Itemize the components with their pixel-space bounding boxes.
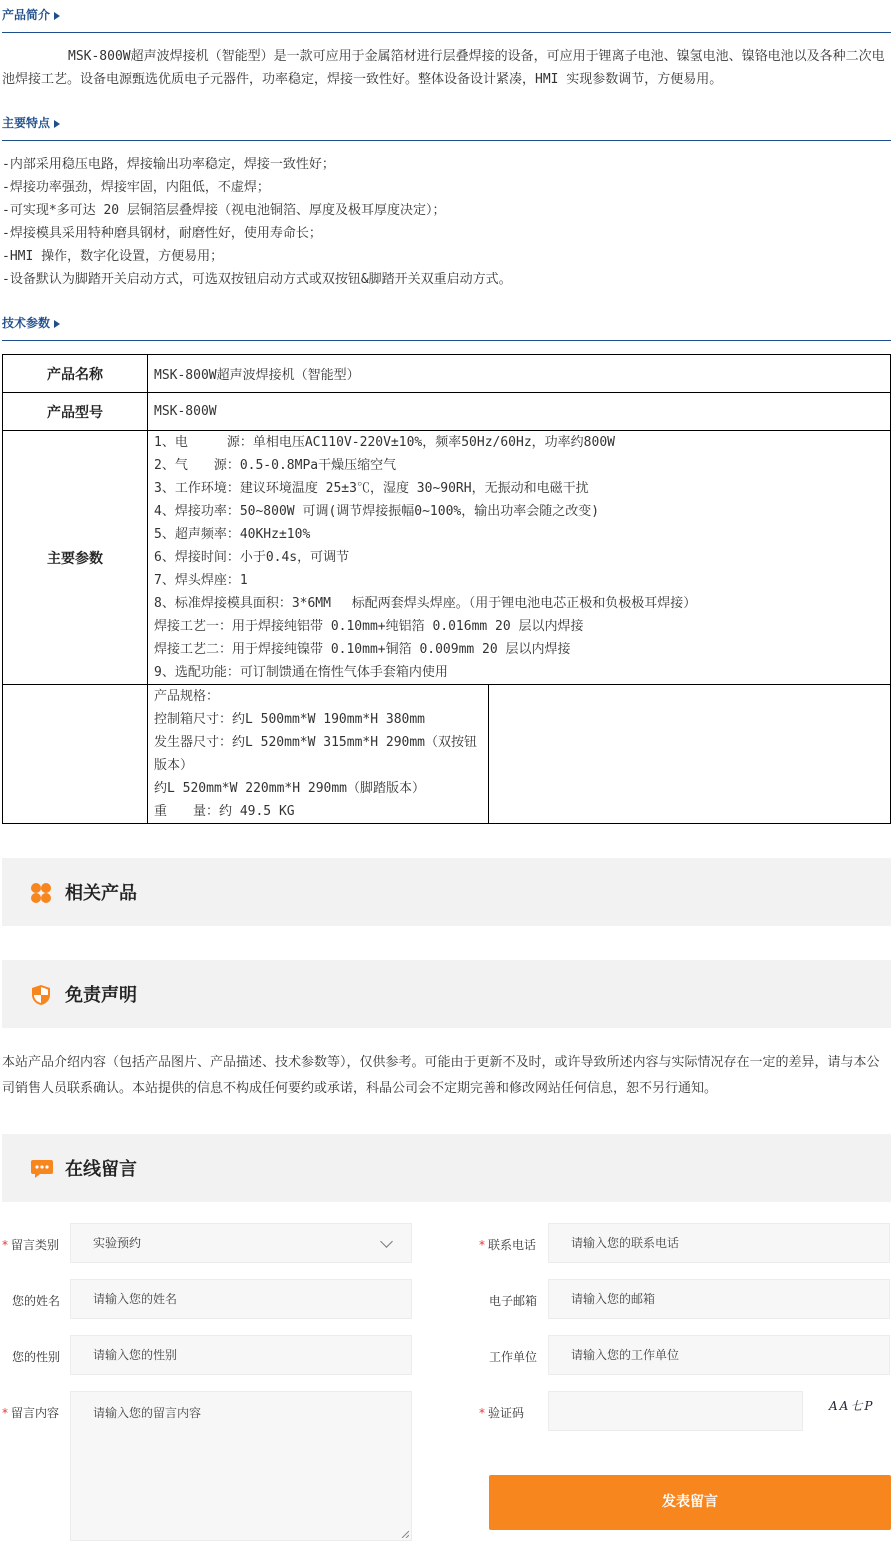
shield-icon	[30, 984, 52, 1006]
dimension-line: 约L 520mm*W 220mm*H 290mm（脚踏版本）	[154, 781, 426, 796]
required-mark: *	[2, 1238, 8, 1252]
company-label: 工作单位	[489, 1350, 538, 1364]
feature-list	[2, 153, 891, 291]
message-bar	[2, 1134, 891, 1202]
captcha-input[interactable]	[548, 1391, 803, 1431]
disclaimer-bar	[2, 960, 891, 1028]
chat-icon	[30, 1158, 54, 1180]
spec-value-name: MSK-800W超声波焊接机（智能型）	[148, 355, 891, 393]
spec-value-params	[148, 431, 891, 685]
param-line: 7、焊头焊座：1	[154, 573, 248, 588]
name-label: 您的姓名	[12, 1294, 61, 1308]
spec-table	[2, 354, 891, 824]
message-title: 在线留言	[65, 1159, 137, 1180]
param-line: 2、气 源：0.5-0.8MPa干燥压缩空气	[154, 458, 397, 473]
param-line: 9、选配功能：可订制馈通在惰性气体手套箱内使用	[154, 665, 448, 680]
gender-label: 您的性别	[12, 1350, 61, 1364]
feature-item: -可实现*多可达 20 层铜箔层叠焊接（视电池铜箔、厚度及极耳厚度决定）；	[2, 203, 446, 218]
phone-label: * 联系电话	[479, 1238, 537, 1252]
param-line: 4、焊接功率：50~800W 可调(调节焊接振幅0~100%，输出功率会随之改变)	[154, 504, 600, 519]
spec-key-params: 主要参数	[3, 431, 148, 685]
submit-button[interactable]: 发表留言	[489, 1475, 891, 1530]
related-products-bar	[2, 858, 891, 926]
disclaimer-text: 本站产品介绍内容（包括产品图片、产品描述、技术参数等），仅供参考。可能由于更新不及时，或许导致所述内容与实际情况存在一定的差异，请与本公司销售人员联系确认。本站提供的信息不构成任何要约或承诺，科晶公司会不定期完善和修改网站任何信息，恕不另行通知。	[2, 1055, 880, 1096]
flower-icon	[30, 882, 52, 904]
dimension-line: 发生器尺寸：约L 520mm*W 315mm*H 290mm（双按钮	[154, 735, 478, 750]
spec-value-model: MSK-800W	[148, 393, 891, 431]
email-input[interactable]: 请输入您的邮箱	[548, 1279, 890, 1319]
captcha-image[interactable]: AA七P	[829, 1399, 875, 1413]
table-row	[3, 685, 891, 824]
dimension-line: 版本）	[154, 758, 194, 773]
table-row	[3, 431, 891, 685]
triangle-right-icon	[54, 120, 60, 128]
section-header-features	[2, 110, 891, 141]
intro-text: MSK-800W超声波焊接机（智能型）是一款可应用于金属箔材进行层叠焊接的设备，可应用于锂离子电池、镍氢电池、镍铬电池以及各种二次电池焊接工艺。设备电源甄选优质电子元器件，功率稳定，焊接一致性好。整体设备设计紧凑，HMI 实现参数调节，方便易用。	[2, 49, 885, 87]
table-row	[3, 355, 891, 393]
dimension-line: 产品规格：	[154, 689, 220, 704]
related-products-title: 相关产品	[65, 883, 137, 904]
param-line: 6、焊接时间：小于0.4s，可调节	[154, 550, 350, 565]
resize-handle-icon[interactable]	[401, 1530, 409, 1538]
spec-empty-cell	[489, 685, 891, 824]
content-label: * 留言内容	[2, 1406, 60, 1420]
feature-item: -焊接功率强劲，焊接牢固，内阻低，不虚焊；	[2, 180, 270, 195]
section-title-intro: 产品简介	[2, 6, 60, 23]
feature-item: -焊接模具采用特种磨具钢材，耐磨性好，使用寿命长；	[2, 226, 322, 241]
param-line: 1、电 源：单相电压AC110V-220V±10%，频率50Hz/60Hz，功率约800W	[154, 435, 615, 450]
category-value: 实验预约	[93, 1236, 142, 1250]
category-select[interactable]	[70, 1223, 412, 1263]
param-line: 焊接工艺一：用于焊接纯铝带 0.10mm+纯铝箔 0.016mm 20 层以内焊接	[154, 619, 584, 634]
section-header-intro	[2, 2, 891, 33]
feature-item: -HMI 操作，数字化设置，方便易用；	[2, 249, 224, 264]
spec-key-empty	[3, 685, 148, 824]
param-line: 3、工作环境：建议环境温度 25±3℃，湿度 30~90RH，无振动和电磁干扰	[154, 481, 589, 496]
spec-key-name: 产品名称	[3, 355, 148, 393]
required-mark: *	[479, 1406, 485, 1420]
disclaimer-title: 免责声明	[65, 985, 137, 1006]
gender-input[interactable]: 请输入您的性别	[70, 1335, 412, 1375]
category-label: * 留言类别	[2, 1238, 60, 1252]
param-line: 8、标准焊接模具面积：3*6MM 标配两套焊头焊座。（用于锂电池电芯正极和负极极耳焊接）	[154, 596, 697, 611]
captcha-label: * 验证码	[479, 1406, 525, 1420]
phone-input[interactable]: 请输入您的联系电话	[548, 1223, 890, 1263]
section-title-specs: 技术参数	[2, 314, 60, 331]
dimension-line: 控制箱尺寸：约L 500mm*W 190mm*H 380mm	[154, 712, 426, 727]
dimension-line: 重 量：约 49.5 KG	[154, 804, 295, 819]
content-textarea[interactable]: 请输入您的留言内容	[70, 1391, 412, 1541]
chevron-down-icon	[380, 1235, 393, 1248]
section-title-features: 主要特点	[2, 114, 60, 131]
param-line: 5、超声频率：40KHz±10%	[154, 527, 311, 542]
email-label: 电子邮箱	[489, 1294, 538, 1308]
table-row	[3, 393, 891, 431]
feature-item: -内部采用稳压电路，焊接输出功率稳定，焊接一致性好；	[2, 157, 335, 172]
spec-key-model: 产品型号	[3, 393, 148, 431]
feature-item: -设备默认为脚踏开关启动方式，可选双按钮启动方式或双按钮&脚踏开关双重启动方式。	[2, 272, 512, 287]
required-mark: *	[2, 1406, 8, 1420]
triangle-right-icon	[54, 320, 60, 328]
section-header-specs	[2, 310, 891, 341]
required-mark: *	[479, 1238, 485, 1252]
param-line: 焊接工艺二：用于焊接纯镍带 0.10mm+铜箔 0.009mm 20 层以内焊接	[154, 642, 571, 657]
triangle-right-icon	[54, 12, 60, 20]
company-input[interactable]: 请输入您的工作单位	[548, 1335, 890, 1375]
spec-value-dimensions	[148, 685, 489, 824]
name-input[interactable]: 请输入您的姓名	[70, 1279, 412, 1319]
